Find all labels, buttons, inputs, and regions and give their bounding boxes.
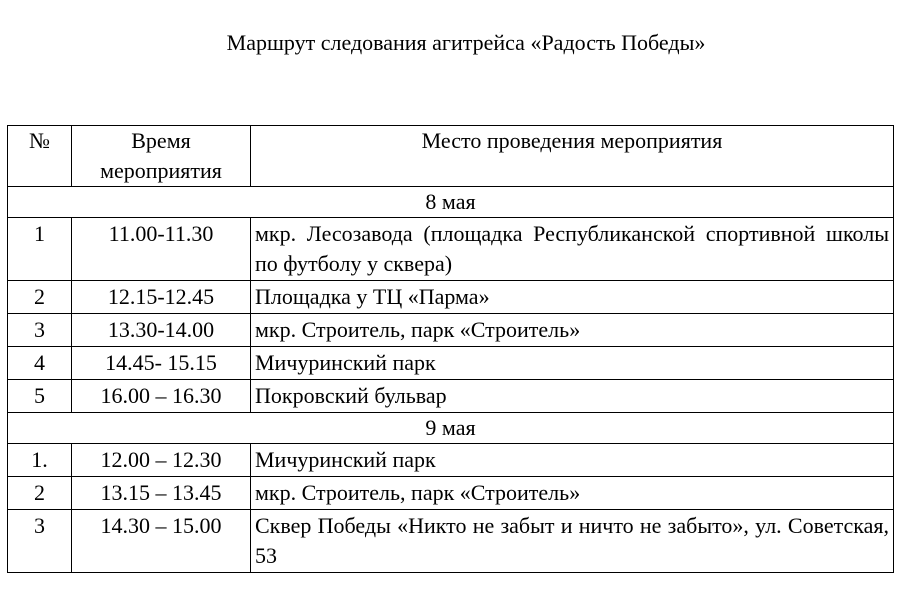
header-number: № bbox=[8, 126, 72, 187]
row-place: Площадка у ТЦ «Парма» bbox=[251, 281, 894, 314]
row-time: 14.30 – 15.00 bbox=[72, 510, 251, 573]
row-number: 3 bbox=[8, 314, 72, 347]
row-time: 12.00 – 12.30 bbox=[72, 444, 251, 477]
table-header-row bbox=[8, 126, 894, 187]
row-number: 3 bbox=[8, 510, 72, 573]
table-row bbox=[8, 347, 894, 380]
schedule-table bbox=[7, 125, 894, 573]
table-row bbox=[8, 380, 894, 413]
table-row bbox=[8, 314, 894, 347]
row-number: 2 bbox=[8, 281, 72, 314]
row-number: 5 bbox=[8, 380, 72, 413]
table-row bbox=[8, 444, 894, 477]
day-label: 8 мая bbox=[8, 187, 894, 218]
row-number: 1 bbox=[8, 218, 72, 281]
table-row bbox=[8, 218, 894, 281]
row-time: 16.00 – 16.30 bbox=[72, 380, 251, 413]
header-time: Время мероприятия bbox=[72, 126, 251, 187]
row-place: мкр. Лесозавода (площадка Республиканской спортивной школы по футболу у сквера) bbox=[251, 218, 894, 281]
row-time: 11.00-11.30 bbox=[72, 218, 251, 281]
row-number: 4 bbox=[8, 347, 72, 380]
day-label: 9 мая bbox=[8, 413, 894, 444]
table-row bbox=[8, 510, 894, 573]
row-number: 1. bbox=[8, 444, 72, 477]
day-row-may-8 bbox=[8, 187, 894, 218]
row-place: Мичуринский парк bbox=[251, 347, 894, 380]
row-time: 13.15 – 13.45 bbox=[72, 477, 251, 510]
row-time: 14.45- 15.15 bbox=[72, 347, 251, 380]
row-place: Покровский бульвар bbox=[251, 380, 894, 413]
row-time: 12.15-12.45 bbox=[72, 281, 251, 314]
header-place: Место проведения мероприятия bbox=[251, 126, 894, 187]
row-time: 13.30-14.00 bbox=[72, 314, 251, 347]
table-row bbox=[8, 477, 894, 510]
row-number: 2 bbox=[8, 477, 72, 510]
row-place: мкр. Строитель, парк «Строитель» bbox=[251, 477, 894, 510]
day-row-may-9 bbox=[8, 413, 894, 444]
row-place: Мичуринский парк bbox=[251, 444, 894, 477]
document-title: Маршрут следования агитрейса «Радость Победы» bbox=[226, 30, 706, 55]
row-place: Сквер Победы «Никто не забыт и ничто не забыто», ул. Советская, 53 bbox=[251, 510, 894, 573]
table-row bbox=[8, 281, 894, 314]
row-place: мкр. Строитель, парк «Строитель» bbox=[251, 314, 894, 347]
